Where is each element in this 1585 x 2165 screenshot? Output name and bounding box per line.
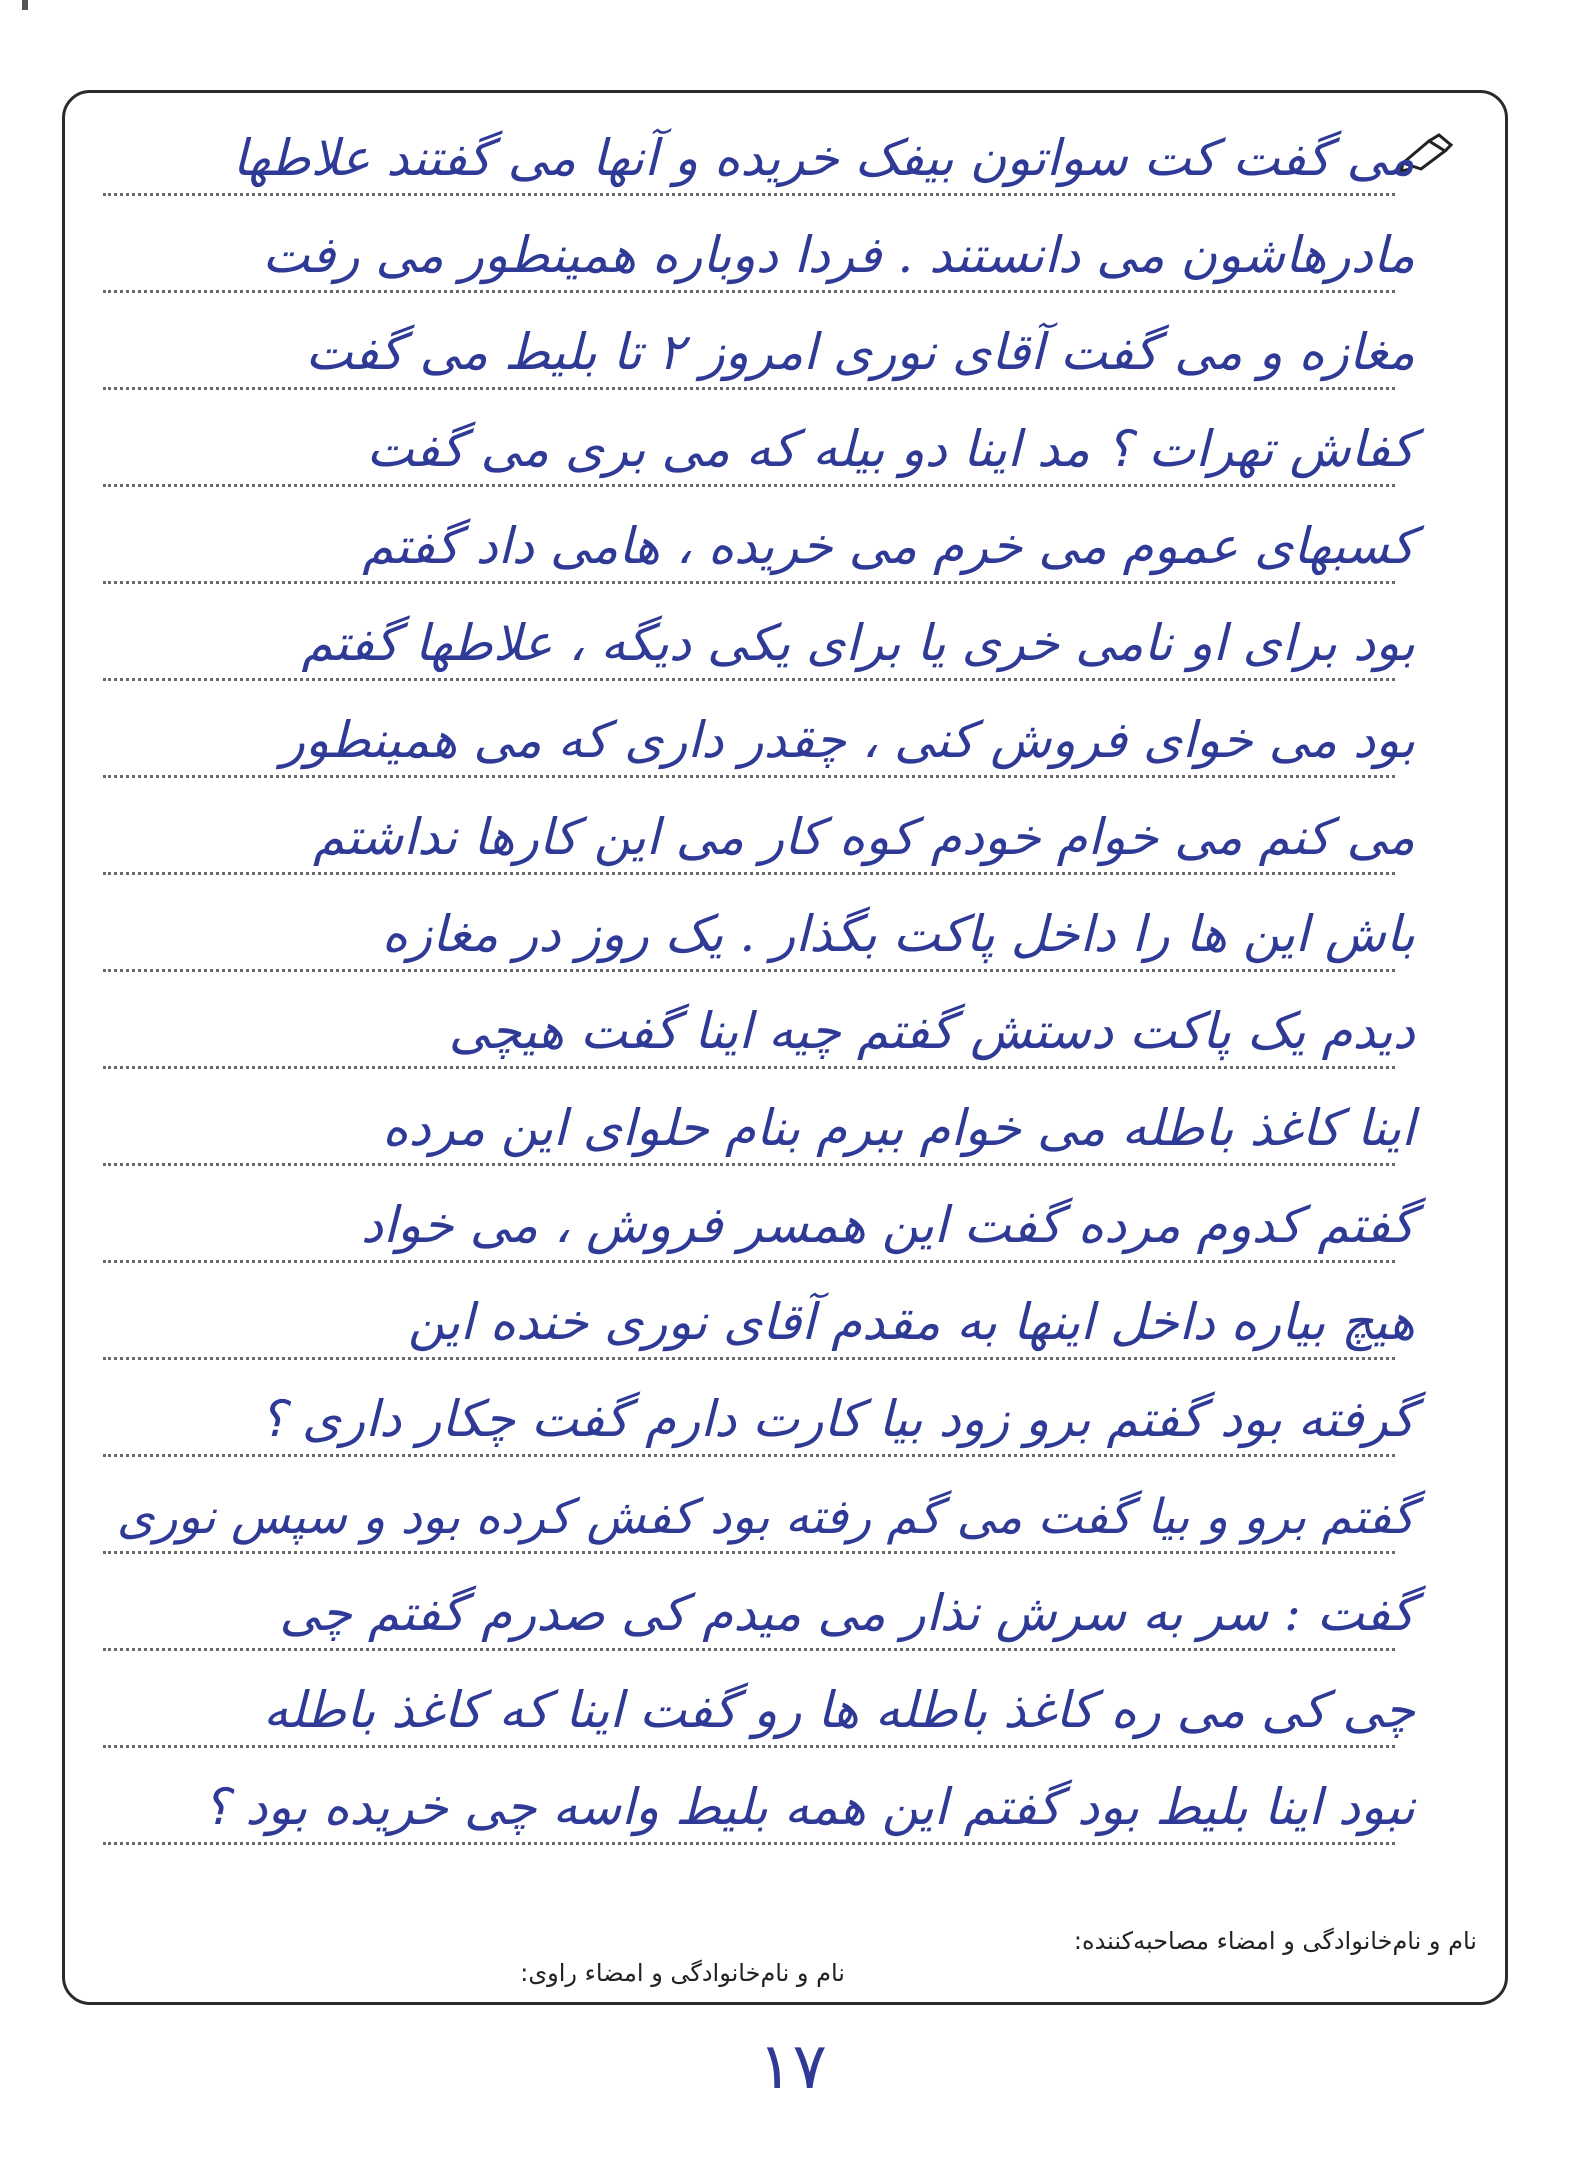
ruled-line: [103, 1551, 1395, 1554]
interviewer-signature-label: نام و نام‌خانوادگی و امضاء مصاحبه‌کننده:: [1073, 1927, 1477, 1955]
handwritten-line-text: نبود اینا بلیط بود گفتم این همه بلیط واسه چی خریده بود ؟: [202, 1778, 1415, 1836]
handwritten-line-text: گفت : سر به سرش نذار می میدم کی صدرم گفتم چی: [279, 1584, 1415, 1642]
handwritten-line-text: کسبهای عموم می خرم می خریده ، هامی داد گفتم: [362, 517, 1415, 575]
handwritten-line-text: گرفته بود گفتم برو زود بیا کارت دارم گفت چکار داری ؟: [259, 1390, 1415, 1448]
ruled-line: [103, 387, 1395, 390]
handwritten-line-text: اینا کاغذ باطله می خوام ببرم بنام حلوای این مرده: [382, 1099, 1415, 1157]
ruled-line: [103, 872, 1395, 875]
signature-footer: [65, 1897, 1505, 2002]
handwritten-line-text: هیچ بیاره داخل اینها به مقدم آقای نوری خنده این: [408, 1293, 1415, 1351]
ruled-line: [103, 484, 1395, 487]
narrator-signature-label: نام و نام‌خانوادگی و امضاء راوی:: [520, 1959, 845, 1987]
handwritten-line-text: بود می خوای فروش کنی ، چقدر داری که می همینطور: [280, 711, 1415, 769]
page-frame: [62, 90, 1508, 2005]
handwritten-line-text: می کنم می خوام خودم کوه کار می این کارها نداشتم: [312, 808, 1415, 866]
handwritten-line-text: مغازه و می گفت آقای نوری امروز ۲ تا بلیط می گفت: [305, 323, 1415, 381]
ruled-line: [103, 1842, 1395, 1845]
handwritten-line-text: بود برای او نامی خری یا برای یکی دیگه ، علاطها گفتم: [301, 614, 1415, 672]
page-number: ۱۷: [758, 2030, 827, 2104]
ruled-line: [103, 1745, 1395, 1748]
ruled-line: [103, 1454, 1395, 1457]
handwritten-line-text: مادرهاشون می دانستند . فردا دوباره همینطور می رفت: [262, 226, 1415, 284]
ruled-line: [103, 290, 1395, 293]
handwritten-text-area: [103, 93, 1415, 1903]
ruled-line: [103, 193, 1395, 196]
ruled-line: [103, 678, 1395, 681]
handwritten-line-text: گفتم کدوم مرده گفت این همسر فروش ، می خواد: [360, 1196, 1415, 1254]
ruled-line: [103, 969, 1395, 972]
ruled-line: [103, 1066, 1395, 1069]
handwritten-line-text: می گفت کت سواتون بیفک خریده و آنها می گفتند علاطها: [232, 129, 1415, 187]
ruled-line: [103, 1260, 1395, 1263]
handwritten-line-text: چی کی می ره کاغذ باطله ها رو گفت اینا که کاغذ باطله: [263, 1681, 1415, 1739]
handwritten-line-text: باش این ها را داخل پاکت بگذار . یک روز در مغازه: [381, 905, 1415, 963]
ruled-line: [103, 1163, 1395, 1166]
ruled-line: [103, 1357, 1395, 1360]
ruled-line: [103, 581, 1395, 584]
corner-mark: [22, 0, 28, 10]
ruled-line: [103, 1648, 1395, 1651]
handwritten-line-text: کفاش تهرات ؟ مد اینا دو بیله که می بری می گفت: [366, 420, 1415, 478]
handwritten-line-text: دیدم یک پاکت دستش گفتم چیه اینا گفت هیچی: [448, 1002, 1415, 1060]
ruled-line: [103, 775, 1395, 778]
handwritten-line-text: گفتم برو و بیا گفت می گم رفته بود کفش کرده بود و سپس نوری: [116, 1489, 1415, 1545]
